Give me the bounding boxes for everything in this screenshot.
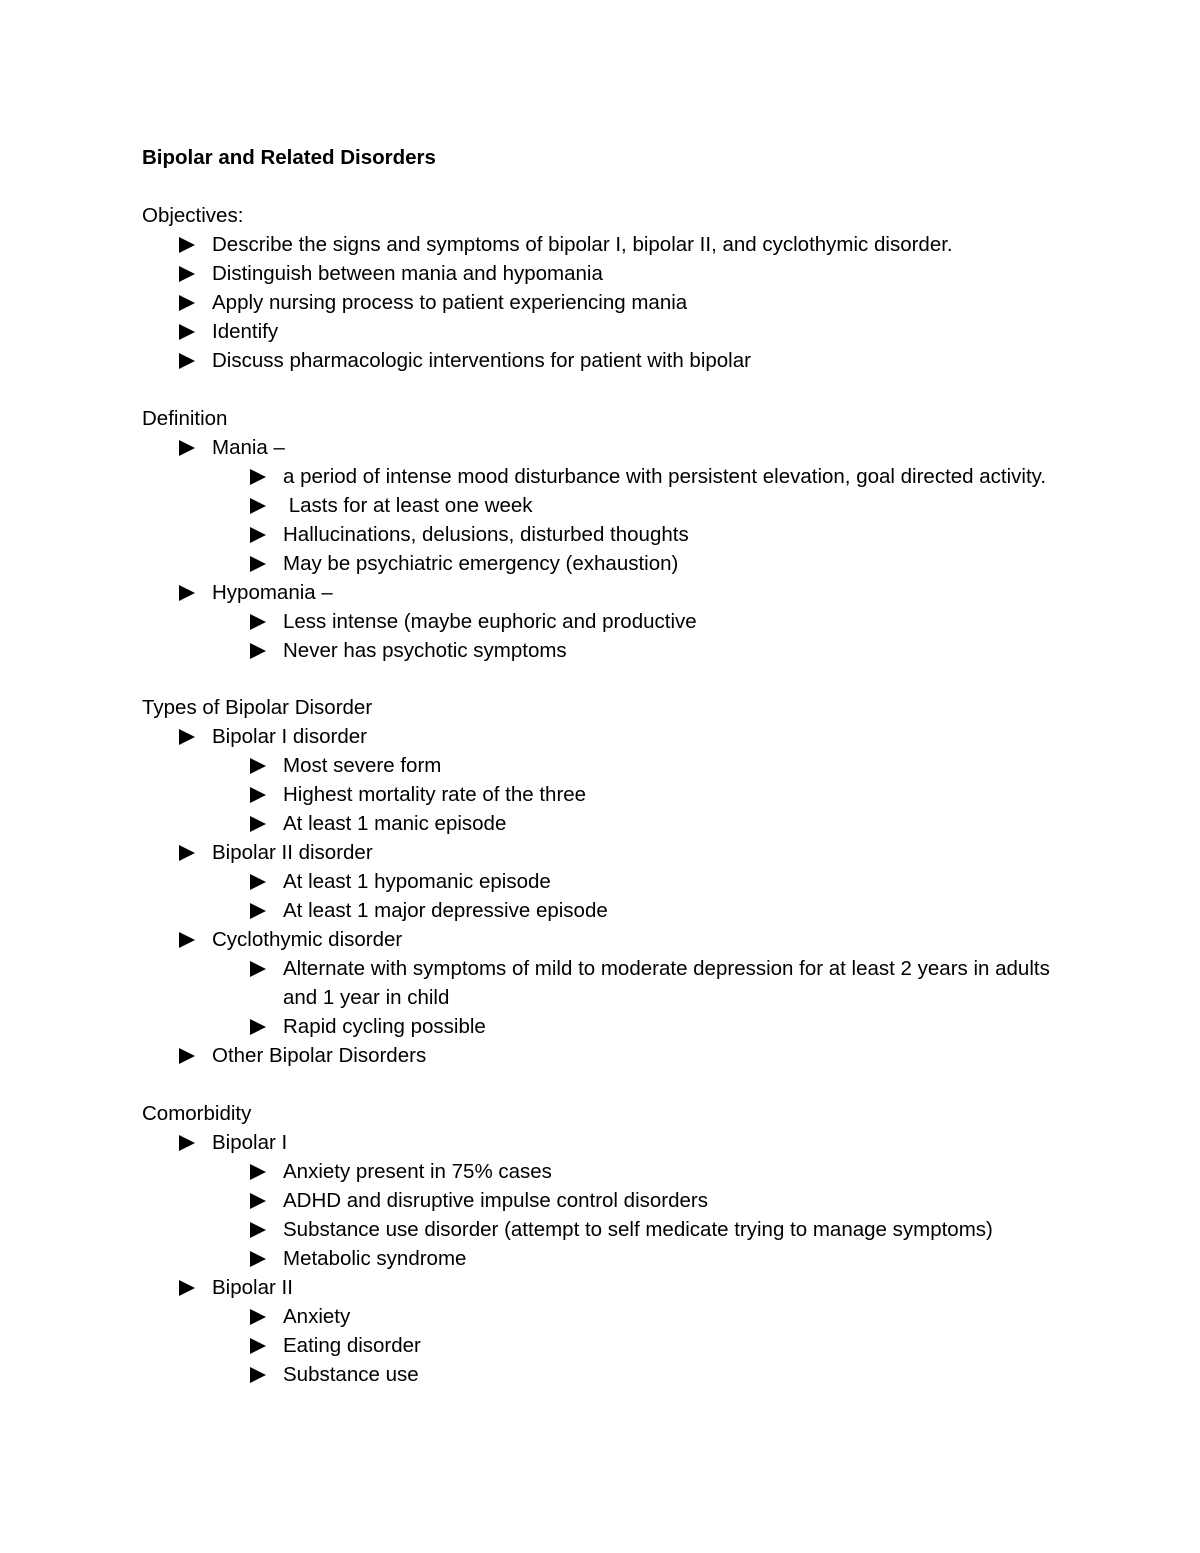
document-page (142, 143, 1062, 1389)
definition-heading: Definition (142, 406, 228, 430)
sub-list-item: Hallucinations, delusions, disturbed thoughts (142, 520, 1062, 549)
bullet-arrow-icon (179, 1280, 195, 1296)
sub-list-item: At least 1 hypomanic episode (142, 867, 1062, 896)
bullet-arrow-icon (250, 874, 266, 890)
bullet-arrow-icon (179, 295, 195, 311)
sub-list-item: Rapid cycling possible (142, 1012, 1062, 1041)
bullet-arrow-icon (250, 787, 266, 803)
list-item: Bipolar I disorder Most severe form Highest mortality rate of the three At least 1 manic episode (142, 722, 1062, 838)
bullet-arrow-icon (179, 1135, 195, 1151)
list-item: Distinguish between mania and hypomania (142, 259, 1062, 288)
bullet-arrow-icon (250, 816, 266, 832)
bullet-arrow-icon (250, 1193, 266, 1209)
bullet-arrow-icon (179, 1048, 195, 1064)
sub-list (142, 462, 1062, 578)
list-item: Cyclothymic disorder Alternate with symptoms of mild to moderate depression for at least 2 years in adults and 1 year in child Rapid cycling possible (142, 925, 1062, 1041)
list-item: Describe the signs and symptoms of bipolar I, bipolar II, and cyclothymic disorder. (142, 230, 1062, 259)
sub-list (142, 954, 1062, 1041)
objectives-list (142, 230, 1062, 375)
bullet-arrow-icon (179, 237, 195, 253)
bullet-arrow-icon (250, 469, 266, 485)
sub-list-item: At least 1 major depressive episode (142, 896, 1062, 925)
sub-list-item: Never has psychotic symptoms (142, 636, 1062, 665)
sub-list-item: Eating disorder (142, 1331, 1062, 1360)
sub-list-item: At least 1 manic episode (142, 809, 1062, 838)
sub-list-item: Anxiety present in 75% cases (142, 1157, 1062, 1186)
list-item: Discuss pharmacologic interventions for patient with bipolar (142, 346, 1062, 375)
list-item: Mania – a period of intense mood disturbance with persistent elevation, goal directed activity. Lasts for at least one week Hallucinations, delusions, disturbed thoughts May be psychiatric emergency (exhaustion) (142, 433, 1062, 578)
comorbidity-list (142, 1128, 1062, 1389)
bullet-arrow-icon (179, 585, 195, 601)
bullet-arrow-icon (250, 1367, 266, 1383)
bullet-arrow-icon (250, 961, 266, 977)
types-heading: Types of Bipolar Disorder (142, 696, 373, 720)
bullet-arrow-icon (250, 903, 266, 919)
sub-list-item: Metabolic syndrome (142, 1244, 1062, 1273)
sub-list-item: Less intense (maybe euphoric and productive (142, 607, 1062, 636)
sub-list-item: Alternate with symptoms of mild to moderate depression for at least 2 years in adults and 1 year in child (142, 954, 1062, 1012)
bullet-arrow-icon (250, 1164, 266, 1180)
bullet-arrow-icon (179, 440, 195, 456)
list-item: Bipolar II disorder At least 1 hypomanic episode At least 1 major depressive episode (142, 838, 1062, 925)
sub-list-item: a period of intense mood disturbance with persistent elevation, goal directed activity. (142, 462, 1062, 491)
bullet-arrow-icon (250, 1338, 266, 1354)
bullet-arrow-icon (250, 614, 266, 630)
bullet-arrow-icon (250, 1222, 266, 1238)
definition-list (142, 433, 1062, 665)
document-title: Bipolar and Related Disorders (142, 146, 436, 169)
sub-list-item: Substance use disorder (attempt to self medicate trying to manage symptoms) (142, 1215, 1062, 1244)
sub-list-item: Most severe form (142, 751, 1062, 780)
list-item: Other Bipolar Disorders (142, 1041, 1062, 1070)
sub-list-item: May be psychiatric emergency (exhaustion) (142, 549, 1062, 578)
bullet-arrow-icon (179, 845, 195, 861)
bullet-arrow-icon (250, 1251, 266, 1267)
bullet-arrow-icon (250, 527, 266, 543)
list-item: Apply nursing process to patient experiencing mania (142, 288, 1062, 317)
sub-list (142, 607, 1062, 665)
list-item: Identify (142, 317, 1062, 346)
bullet-arrow-icon (179, 932, 195, 948)
bullet-arrow-icon (250, 556, 266, 572)
bullet-arrow-icon (250, 498, 266, 514)
bullet-arrow-icon (179, 324, 195, 340)
list-item: Bipolar II Anxiety Eating disorder Substance use (142, 1273, 1062, 1389)
sub-list-item: ADHD and disruptive impulse control disorders (142, 1186, 1062, 1215)
bullet-arrow-icon (250, 1019, 266, 1035)
sub-list (142, 751, 1062, 838)
list-item: Bipolar I Anxiety present in 75% cases ADHD and disruptive impulse control disorders Substance use disorder (attempt to self medicate trying to manage symptoms) Metabolic syndrome (142, 1128, 1062, 1273)
sub-list (142, 867, 1062, 925)
sub-list (142, 1157, 1062, 1273)
sub-list (142, 1302, 1062, 1389)
sub-list-item: Substance use (142, 1360, 1062, 1389)
bullet-arrow-icon (250, 758, 266, 774)
sub-list-item: Lasts for at least one week (142, 491, 1062, 520)
list-item: Hypomania – Less intense (maybe euphoric and productive Never has psychotic symptoms (142, 578, 1062, 665)
bullet-arrow-icon (179, 729, 195, 745)
bullet-arrow-icon (179, 266, 195, 282)
bullet-arrow-icon (250, 1309, 266, 1325)
bullet-arrow-icon (250, 643, 266, 659)
objectives-heading: Objectives: (142, 203, 244, 227)
types-list (142, 722, 1062, 1070)
sub-list-item: Anxiety (142, 1302, 1062, 1331)
bullet-arrow-icon (179, 353, 195, 369)
sub-list-item: Highest mortality rate of the three (142, 780, 1062, 809)
comorbidity-heading: Comorbidity (142, 1102, 252, 1126)
